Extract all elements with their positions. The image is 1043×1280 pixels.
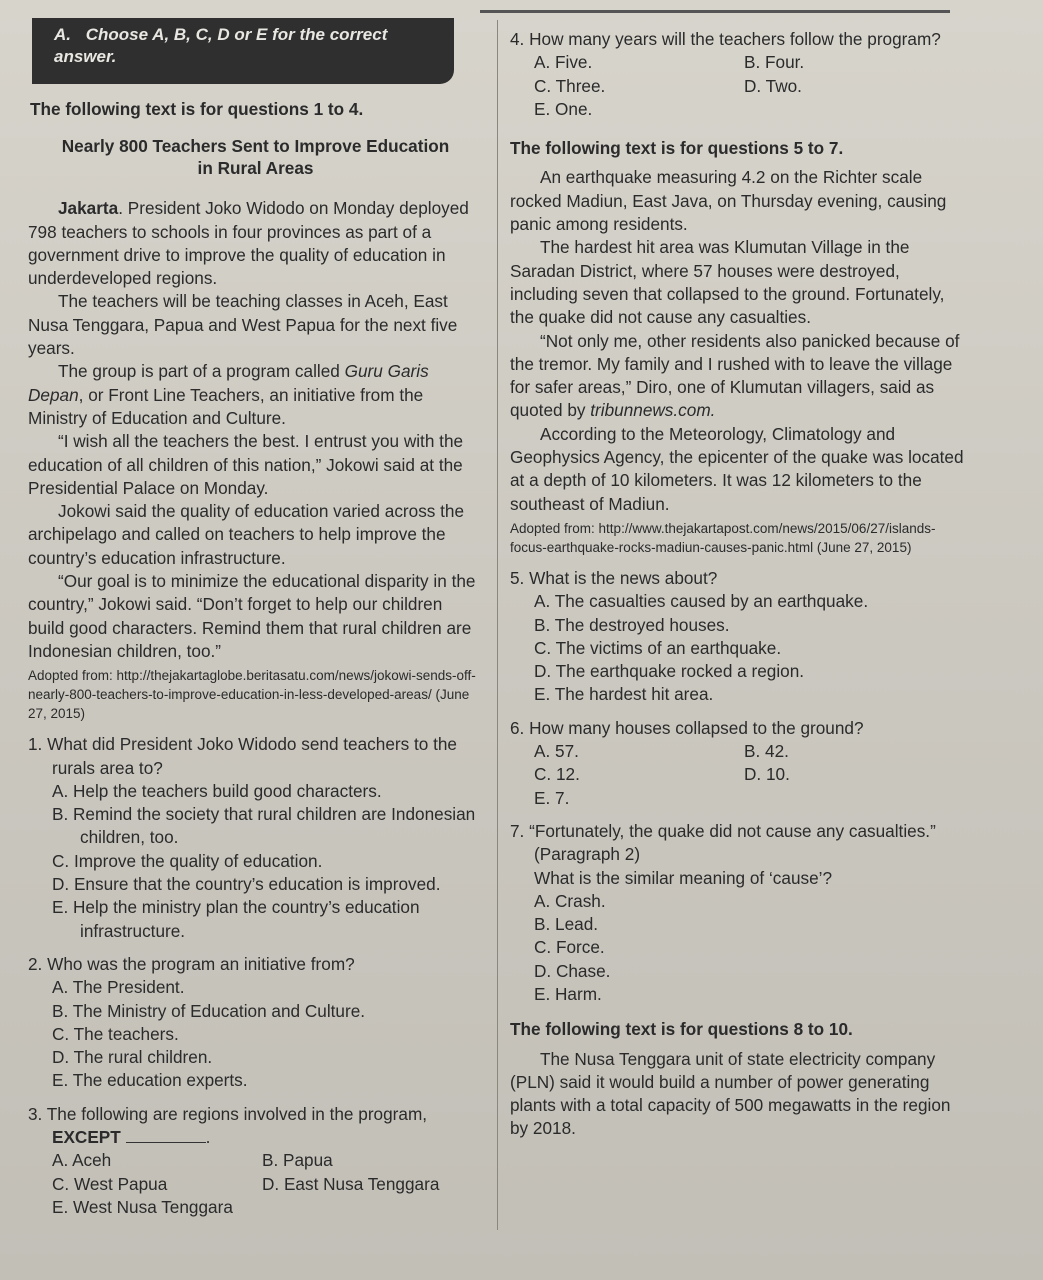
question-3-option-e[interactable]: E. West Nusa Tenggara — [52, 1196, 233, 1217]
question-2-option-c[interactable]: C. The teachers. — [52, 1023, 179, 1044]
passage2-paragraph-1: An earthquake measuring 4.2 on the Richter scale rocked Madiun, East Java, on Thursday evening, causing panic among residents. — [510, 167, 947, 235]
question-4-options — [510, 51, 965, 121]
question-1-option-b[interactable]: B. Remind the society that rural children are Indonesian children, too. — [52, 804, 476, 848]
question-7-option-c[interactable]: C. Force. — [534, 937, 605, 958]
question-7-option-b[interactable]: B. Lead. — [534, 914, 599, 935]
column-divider — [497, 20, 498, 1230]
question-5-option-e[interactable]: E. The hardest hit area. — [534, 684, 714, 705]
question-1-option-c[interactable]: C. Improve the quality of education. — [52, 850, 323, 871]
passage2-paragraph-2: The hardest hit area was Klumutan Village in the Saradan District, where 57 houses were destroyed, including seven that collapsed to the ground. Fortunately, the quake did not cause any casualties. — [510, 237, 945, 328]
question-1 — [28, 733, 483, 943]
question-3-options — [28, 1149, 483, 1219]
section-letter: A. — [54, 25, 71, 44]
quote-source: tribunnews.com. — [590, 400, 716, 421]
question-3-option-b[interactable]: B. Papua — [262, 1150, 333, 1171]
question-7-option-a[interactable]: A. Crash. — [534, 890, 606, 911]
passage2-source: Adopted from: http://www.thejakartapost.com/news/2015/06/27/islands-focus-earthquake-rocks-madiun-causes-panic.html (June 27, 2015) — [510, 520, 936, 555]
question-7-subtext: What is the similar meaning of ‘cause’? — [534, 867, 833, 888]
left-column — [28, 18, 483, 1219]
passage2-intro: The following text is for questions 5 to 7. — [510, 138, 844, 159]
question-1-option-e[interactable]: E. Help the ministry plan the country’s education infrastructure. — [52, 897, 420, 941]
question-3 — [28, 1103, 483, 1219]
question-5 — [510, 567, 965, 707]
question-3-option-c[interactable]: C. West Papua — [52, 1173, 168, 1194]
program-name: Guru Garis Depan — [28, 361, 429, 405]
question-6-option-c[interactable]: C. 12. — [534, 764, 580, 785]
passage2-paragraph-3 — [510, 330, 965, 423]
question-4-option-a[interactable]: A. Five. — [534, 52, 593, 73]
question-4-option-b[interactable]: B. Four. — [744, 52, 805, 73]
question-4-option-d[interactable]: D. Two. — [744, 75, 802, 96]
question-1-text: 1. What did President Joko Widodo send teachers to the rurals area to? — [28, 734, 457, 778]
question-6-option-d[interactable]: D. 10. — [744, 764, 790, 785]
question-4-option-c[interactable]: C. Three. — [534, 75, 606, 96]
question-2-option-a[interactable]: A. The President. — [52, 977, 185, 998]
question-6-option-e[interactable]: E. 7. — [534, 787, 570, 808]
question-7 — [510, 820, 965, 1006]
question-3-option-d[interactable]: D. East Nusa Tenggara — [262, 1173, 440, 1194]
question-6-text: 6. How many houses collapsed to the ground? — [510, 717, 864, 738]
question-6-option-b[interactable]: B. 42. — [744, 741, 789, 762]
question-3-option-a[interactable]: A. Aceh — [52, 1150, 112, 1171]
question-3-except-line: EXCEPT . — [52, 1126, 211, 1147]
passage2-paragraph-4: According to the Meteorology, Climatology and Geophysics Agency, the epicenter of the quake was located at a depth of 10 kilometers. It was 12 kilometers to the southeast of Madiun. — [510, 423, 964, 514]
question-4-option-e[interactable]: E. One. — [534, 98, 593, 119]
question-7-option-e[interactable]: E. Harm. — [534, 983, 602, 1004]
passage1-paragraph-1 — [28, 197, 483, 290]
question-4-text: 4. How many years will the teachers follow the program? — [510, 29, 941, 49]
passage1-paragraph-3 — [28, 360, 483, 430]
question-5-option-d[interactable]: D. The earthquake rocked a region. — [534, 661, 805, 682]
passage3-paragraph-1: The Nusa Tenggara unit of state electricity company (PLN) said it would build a number of power generating plants with a total capacity of 500 megawatts in the region by 2018. — [510, 1048, 951, 1139]
question-5-text: 5. What is the news about? — [510, 567, 718, 588]
question-4 — [510, 28, 965, 121]
passage1-paragraph-2: The teachers will be teaching classes in Aceh, East Nusa Tenggara, Papua and West Papua for the next five years. — [28, 291, 458, 359]
passage1-paragraph-3-a: The group is part of a program called — [58, 361, 345, 382]
passage3-intro: The following text is for questions 8 to 10. — [510, 1019, 853, 1040]
question-5-option-a[interactable]: A. The casualties caused by an earthquake. — [534, 591, 869, 612]
question-2-text: 2. Who was the program an initiative from? — [28, 953, 355, 974]
question-7-option-d[interactable]: D. Chase. — [534, 960, 611, 981]
question-2-option-e[interactable]: E. The education experts. — [52, 1070, 248, 1091]
passage1-source: Adopted from: http://thejakartaglobe.beritasatu.com/news/jokowi-sends-off-nearly-800-teachers-to-improve-education-in-less-developed-areas/ (June 27, 2015) — [28, 668, 476, 722]
question-2-option-d[interactable]: D. The rural children. — [52, 1047, 213, 1068]
except-label: EXCEPT — [52, 1126, 121, 1147]
passage2-paragraph-3-text: “Not only me, other residents also panicked because of the tremor. My family and I rushed with to leave the village for safer areas,” Diro, one of Klumutan villagers, said as quoted by — [510, 330, 960, 421]
section-banner — [32, 18, 454, 84]
passage1-intro: The following text is for questions 1 to 4. — [30, 99, 364, 119]
question-6 — [510, 717, 965, 810]
question-3-text: 3. The following are regions involved in the program, — [28, 1103, 428, 1124]
passage1-paragraph-1-text: . President Joko Widodo on Monday deployed 798 teachers to schools in four provinces as part of a government drive to improve the quality of education in underdeveloped regions. — [28, 198, 469, 289]
passage1-paragraph-6: “Our goal is to minimize the educational disparity in the country,” Jokowi said. “Don’t forget to help our children build good characters. Remind them that rural children are Indonesian children, too.” — [28, 571, 476, 661]
passage1-title-line2: in Rural Areas — [197, 158, 314, 179]
question-6-options — [510, 740, 965, 810]
question-1-option-d[interactable]: D. Ensure that the country’s education is improved. — [52, 874, 441, 895]
passage1-paragraph-3-b: , or Front Line Teachers, an initiative from the Ministry of Education and Culture. — [28, 384, 424, 428]
passage1-title-line1: Nearly 800 Teachers Sent to Improve Education — [61, 136, 450, 157]
question-7-text: 7. “Fortunately, the quake did not cause any casualties.” (Paragraph 2) — [510, 820, 936, 865]
right-column — [510, 28, 965, 1141]
top-rule — [480, 10, 950, 13]
question-2-option-b[interactable]: B. The Ministry of Education and Culture. — [52, 1000, 366, 1021]
section-instruction: Choose A, B, C, D or E for the correct answer. — [54, 25, 388, 66]
passage1-paragraph-4: “I wish all the teachers the best. I entrust you with the education of all children of this nation,” Jokowi said at the Presidential Palace on Monday. — [28, 431, 464, 498]
question-1-option-a[interactable]: A. Help the teachers build good characters. — [52, 780, 382, 801]
question-6-option-a[interactable]: A. 57. — [534, 741, 579, 762]
passage1-paragraph-5: Jokowi said the quality of education varied across the archipelago and called on teachers to help improve the country’s education infrastructure. — [28, 501, 465, 568]
passage1-title — [28, 135, 483, 179]
answer-blank[interactable] — [126, 1142, 206, 1143]
dateline: Jakarta — [58, 198, 119, 219]
question-2 — [28, 953, 483, 1093]
question-5-option-b[interactable]: B. The destroyed houses. — [534, 614, 730, 635]
question-5-option-c[interactable]: C. The victims of an earthquake. — [534, 637, 782, 658]
